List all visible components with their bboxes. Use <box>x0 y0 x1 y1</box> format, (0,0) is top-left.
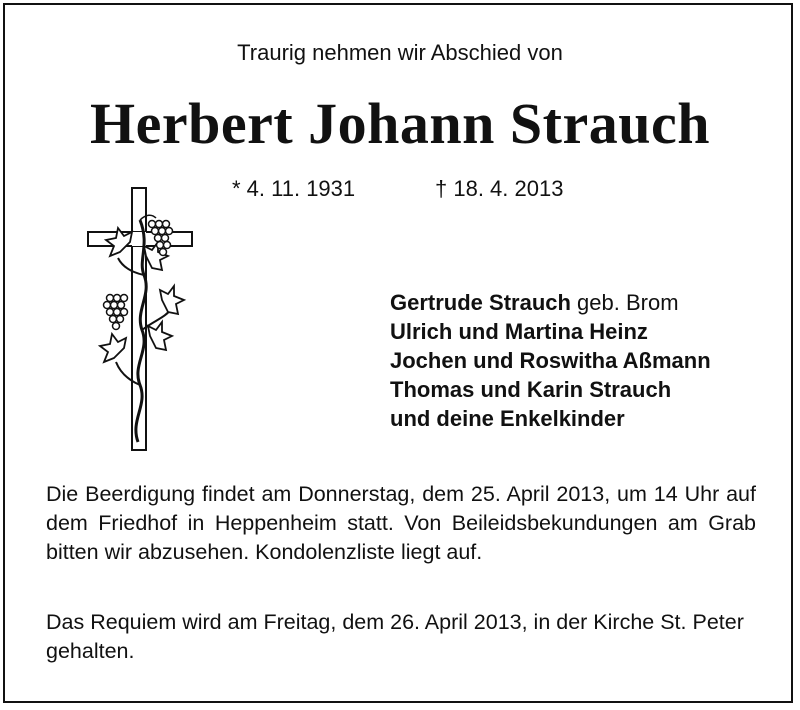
birth-date: * 4. 11. 1931 <box>232 176 356 201</box>
mourner-row: und deine Enkelkinder <box>390 406 625 431</box>
deceased-name: Herbert Johann Strauch <box>90 91 710 156</box>
mourner-row: Ulrich und Martina Heinz <box>390 319 648 344</box>
cross-with-grapevine-icon <box>80 180 200 455</box>
mourner-row: Thomas und Karin Strauch <box>390 377 672 402</box>
funeral-paragraph: Die Beerdigung findet am Donnerstag, dem 25. April 2013, um 14 Uhr auf dem Friedhof in Heppenheim statt. Von Beileidsbekundungen am Grab bitten wir abzusehen. Kondolenzliste liegt auf. <box>46 482 756 564</box>
death-date: † 18. 4. 2013 <box>435 176 564 201</box>
intro-text: Traurig nehmen wir Abschied von <box>237 40 563 65</box>
requiem-paragraph: Das Requiem wird am Freitag, dem 26. April 2013, in der Kirche St. Peter gehalten. <box>46 610 744 663</box>
mourner-row: Gertrude Strauch geb. Brom <box>390 290 679 315</box>
mourner-row: Jochen und Roswitha Aßmann <box>390 348 711 373</box>
mourners-list <box>390 288 711 433</box>
